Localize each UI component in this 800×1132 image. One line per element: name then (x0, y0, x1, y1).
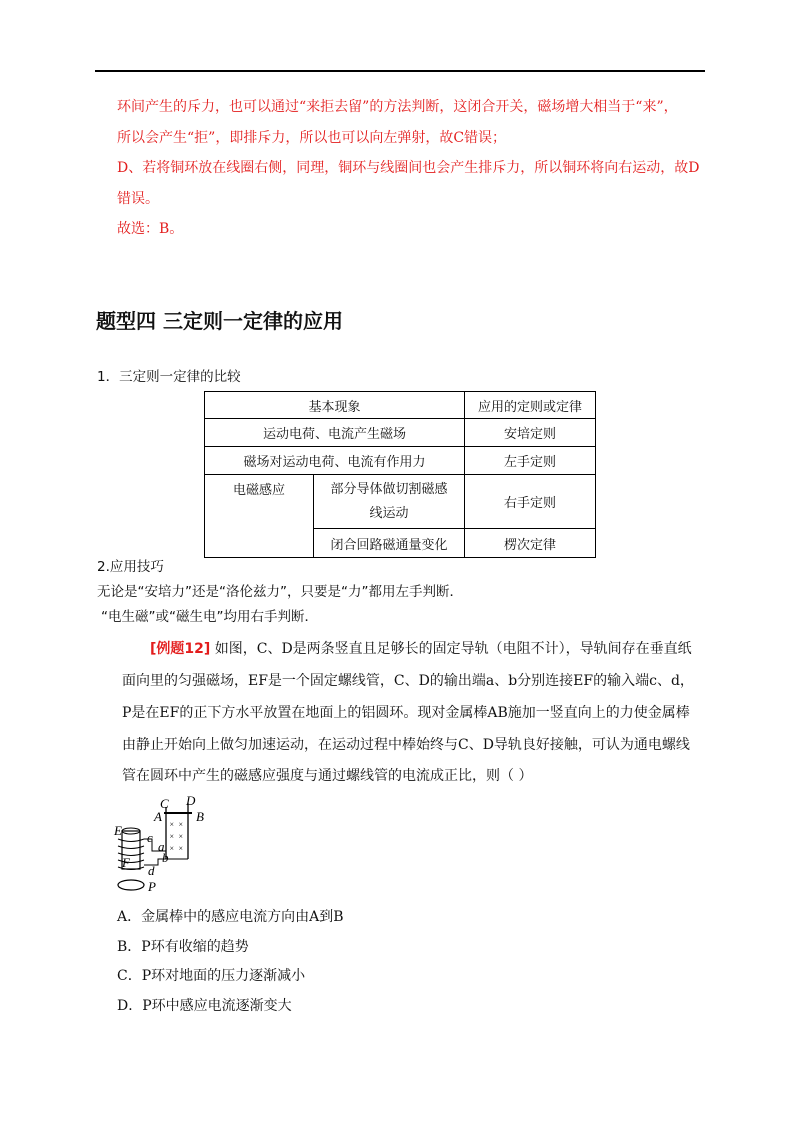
table-row (205, 419, 596, 447)
tips-title: 2.应用技巧 (97, 559, 164, 575)
label-c-terminal: c (147, 830, 153, 845)
solution-line-2: 所以会产生“拒”，即排斥力，所以也可以向左弹射，故C错误； (117, 130, 507, 146)
label-a-terminal: a (158, 839, 165, 854)
label-e: E (114, 823, 122, 838)
cell-rule: 右手定则 (465, 475, 596, 529)
solution-line-3: D、若将铜环放在线圈右侧，同理，铜环与线圈间也会产生排斥力，所以铜环将向右运动，故D (117, 160, 700, 176)
svg-text:×: × (178, 844, 184, 853)
example-line-1 (150, 639, 692, 659)
option-c: C．P环对地面的压力逐渐减小 (117, 968, 306, 984)
cell-rule: 左手定则 (465, 447, 596, 475)
solution-line-1: 环间产生的斥力，也可以通过“来拒去留”的方法判断，这闭合开关，磁场增大相当于“来”， (117, 99, 678, 115)
cell-phenomenon: 运动电荷、电流产生磁场 (205, 419, 465, 447)
example-text-1: 如图，C、D是两条竖直且足够长的固定导轨（电阻不计），导轨间存在垂直纸 (210, 641, 692, 657)
svg-text:×: × (178, 832, 184, 841)
comparison-table (204, 391, 596, 558)
label-a: A (154, 809, 162, 824)
example-line-2: 面向里的匀强磁场，EF是一个固定螺线管，C、D的输出端a、b分别连接EF的输入端c、d， (122, 673, 694, 689)
section-title: 题型四 三定则一定律的应用 (96, 309, 343, 333)
cell-cutting-line2: 线运动 (369, 505, 409, 521)
cell-rule: 安培定则 (465, 419, 596, 447)
cell-cutting (314, 475, 465, 529)
field-marks (169, 820, 183, 853)
label-c: C (160, 796, 169, 811)
label-d: D (186, 795, 196, 808)
cell-induction: 电磁感应 (205, 475, 314, 558)
solution-line-4: 错误。 (117, 191, 159, 207)
label-f: F (122, 855, 130, 870)
tips-line-1: 无论是“安培力”还是“洛伦兹力”，只要是“力”都用左手判断． (97, 584, 463, 600)
example-line-4: 由静止开始向上做匀加速运动，在运动过程中棒始终与C、D导轨良好接触，可认为通电螺线 (122, 737, 690, 753)
option-b: B．P环有收缩的趋势 (117, 939, 249, 955)
example-tag: [例题12] (150, 641, 211, 657)
label-b-terminal: b (162, 850, 169, 865)
header-rule (95, 70, 705, 72)
svg-text:×: × (169, 832, 175, 841)
table-row (205, 447, 596, 475)
cell-phenomenon: 磁场对运动电荷、电流有作用力 (205, 447, 465, 475)
header-rule-applied: 应用的定则或定律 (465, 392, 596, 419)
svg-text:×: × (178, 820, 184, 829)
svg-text:×: × (169, 844, 175, 853)
svg-text:×: × (169, 820, 175, 829)
tips-line-2: “电生磁”或“磁生电”均用右手判断． (101, 609, 318, 625)
ring-p (118, 880, 144, 890)
example-line-5: 管在圆环中产生的磁感应强度与通过螺线管的电流成正比，则（ ） (122, 768, 533, 784)
cell-rule: 楞次定律 (465, 529, 596, 558)
cell-flux-change: 闭合回路磁通量变化 (314, 529, 465, 558)
circuit-figure (110, 795, 220, 895)
option-a: A．金属棒中的感应电流方向由A到B (117, 909, 344, 925)
comparison-title: 1．三定则一定律的比较 (97, 369, 241, 385)
option-d: D．P环中感应电流逐渐变大 (117, 998, 292, 1014)
solution-answer: 故选：B。 (117, 221, 184, 237)
example-line-3: P是在EF的正下方水平放置在地面上的铝圆环。现对金属棒AB施加一竖直向上的力使金属棒 (122, 705, 690, 721)
cell-cutting-line1: 部分导体做切割磁感 (330, 481, 448, 497)
table-row (205, 475, 596, 529)
label-p: P (148, 879, 156, 894)
label-d-terminal: d (148, 863, 155, 878)
label-b: B (196, 809, 204, 824)
header-phenomenon: 基本现象 (205, 392, 465, 419)
